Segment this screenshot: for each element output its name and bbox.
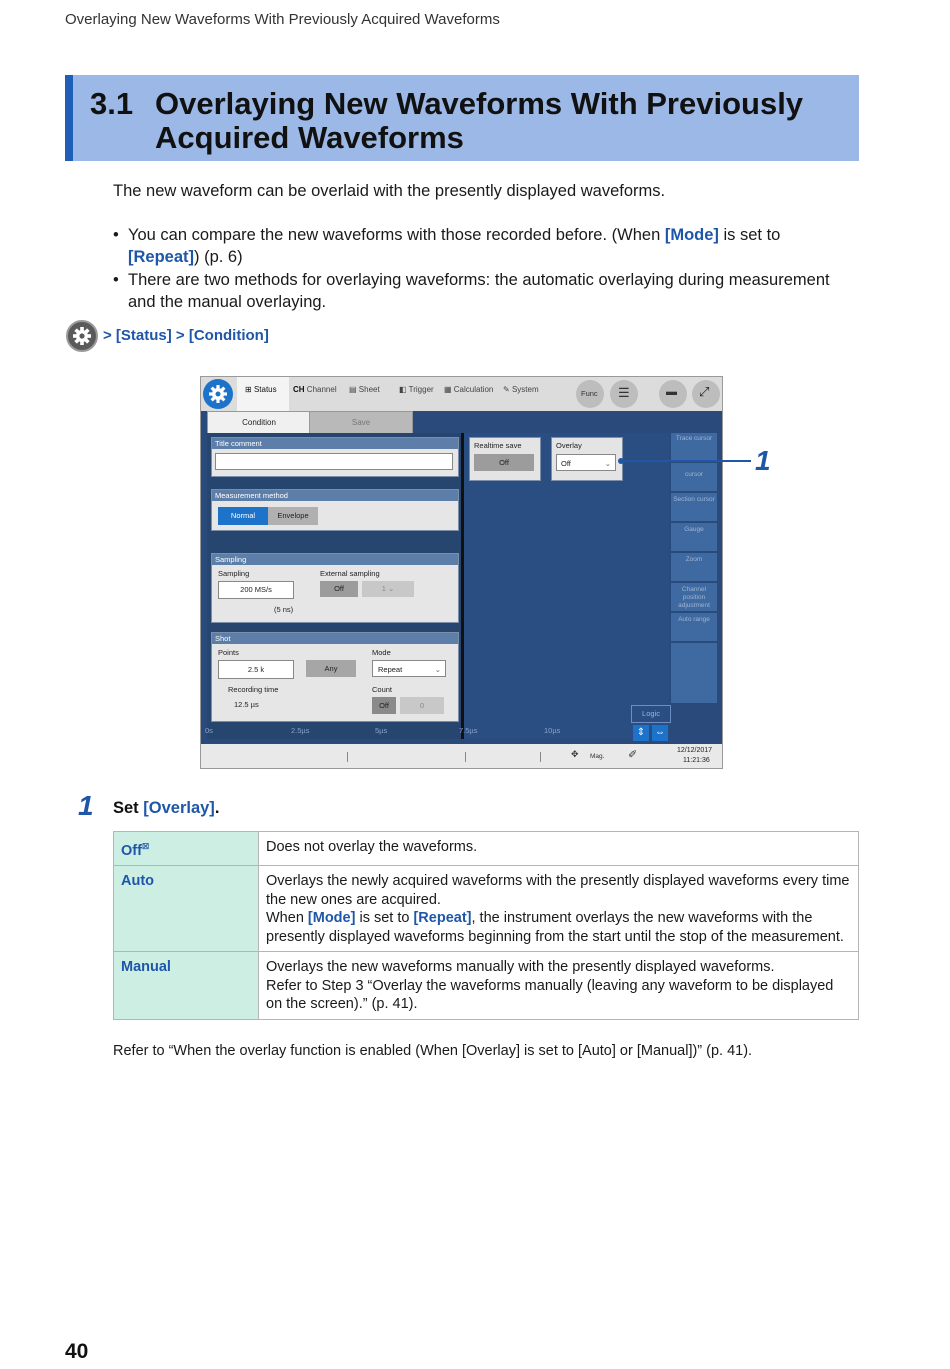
title-comment-panel: Title comment	[211, 437, 459, 477]
mag-label: Mag.	[590, 753, 605, 760]
func-button[interactable]: Func	[576, 380, 604, 408]
count-button[interactable]: Off	[372, 697, 396, 714]
bullet1-text-a: You can compare the new waveforms with those recorded before. (When	[128, 226, 665, 244]
realtime-save-panel: Realtime save Off	[469, 437, 541, 481]
x-tick: 2.5µs	[291, 726, 310, 735]
logic-button[interactable]: Logic	[631, 705, 671, 723]
subtab-condition[interactable]: Condition	[207, 411, 311, 435]
tab-channel[interactable]: CH Channel	[293, 385, 337, 394]
count-input[interactable]: 0	[400, 697, 444, 714]
horizontal-scale-icon[interactable]: ⇔	[652, 725, 668, 741]
auto-range-button[interactable]: Auto range	[671, 613, 717, 641]
bullet2-line2: and the manual overlaying.	[128, 293, 327, 311]
table-row	[114, 866, 859, 952]
x-tick: 0s	[205, 726, 213, 735]
tab-calculation[interactable]: ▦ Calculation	[444, 385, 494, 394]
intro-text: The new waveform can be overlaid with the presently displayed waveforms.	[113, 182, 666, 200]
page-number: 40	[65, 1340, 89, 1363]
expand-icon[interactable]: ⤢	[692, 380, 720, 408]
navigation-path: > [Status] > [Condition]	[103, 327, 269, 344]
shot-panel: Shot Points 2.5 k Any Mode Repeat ⌄ Recording time 12.5 µs Count Off 0	[211, 632, 459, 722]
tab-sheet[interactable]: ▤ Sheet	[349, 385, 380, 394]
bullet1-text-c: ) (p. 6)	[194, 248, 243, 266]
x-tick: 5µs	[375, 726, 388, 735]
option-key-auto: Auto	[114, 866, 259, 952]
channel-position-button[interactable]: Channel position adjustment	[671, 583, 717, 611]
instrument-toolbar	[201, 377, 723, 411]
tab-system[interactable]: ✎ System	[503, 385, 539, 394]
bullet1-text-b: is set to	[718, 226, 781, 244]
date-label: 12/12/2017	[677, 747, 713, 754]
callout-number: 1	[755, 445, 771, 476]
folder-icon[interactable]: ▬	[659, 380, 687, 408]
mode-select[interactable]: Repeat ⌄	[372, 660, 446, 677]
section-cursor-button[interactable]: Section cursor	[671, 493, 717, 521]
recording-time-value: 12.5 µs	[234, 700, 259, 709]
tab-trigger[interactable]: ◧ Trigger	[399, 385, 434, 394]
time-label: 11:21:36	[683, 757, 710, 764]
x-tick: 10µs	[544, 726, 561, 735]
trace-cursor-button[interactable]: Trace cursor	[671, 433, 717, 461]
list-icon[interactable]: ☰	[610, 380, 638, 408]
overlay-select[interactable]: Off ⌄	[556, 454, 616, 471]
running-header: Overlaying New Waveforms With Previously Acquired Waveforms	[65, 11, 500, 28]
bullet1-repeat: [Repeat]	[128, 248, 195, 266]
bullet2-line1: There are two methods for overlaying waveforms: the automatic overlaying during measurement	[128, 271, 830, 289]
section-title-line2: Acquired Waveforms	[155, 120, 464, 155]
realtime-save-button[interactable]: Off	[474, 454, 534, 471]
zoom-button[interactable]: Zoom	[671, 553, 717, 581]
option-desc-manual: Overlays the new waveforms manually with the presently displayed waveforms. Refer to Step 3 “Overlay the waveforms manually (leaving any waveform to be displayed on the screen).” (p. 41).	[259, 952, 859, 1020]
title-comment-input[interactable]	[215, 453, 453, 470]
step-number: 1	[78, 790, 94, 821]
cursor-button[interactable]: cursor	[671, 463, 717, 491]
external-sampling-select[interactable]: 1 ⌄	[362, 581, 414, 597]
xy-icon: ✥	[571, 749, 579, 759]
sampling-panel: Sampling Sampling 200 MS/s (5 ns) External sampling Off 1 ⌄	[211, 553, 459, 623]
instrument-status-bar	[201, 744, 723, 769]
sampling-select[interactable]: 200 MS/s	[218, 581, 294, 599]
step-text: Set [Overlay].	[113, 799, 220, 817]
callout-line	[621, 460, 751, 462]
subtab-save[interactable]: Save	[309, 411, 413, 435]
option-key-off: Off☒	[114, 832, 259, 866]
option-desc-off: Does not overlay the waveforms.	[259, 832, 859, 866]
usb-icon: ✐	[628, 749, 638, 761]
x-tick: 7.5µs	[459, 726, 478, 735]
instrument-gear-icon	[203, 379, 233, 409]
table-row	[114, 832, 859, 866]
options-table	[113, 831, 859, 1020]
section-number: 3.1	[90, 86, 134, 121]
option-desc-auto: Overlays the newly acquired waveforms with the presently displayed waveforms every time the new ones are acquired. When [Mode] is set to [Repeat], the instrument overlays the new waveforms with the presently displayed waveforms beginning from the start until the stop of the measurement.	[259, 866, 859, 952]
table-row	[114, 952, 859, 1020]
points-select[interactable]: 2.5 k	[218, 660, 294, 679]
measurement-method-panel: Measurement method Normal Envelope	[211, 489, 459, 531]
any-button[interactable]: Any	[306, 660, 356, 677]
vertical-scale-icon[interactable]: ⇕	[633, 725, 649, 741]
instrument-screenshot	[200, 376, 723, 769]
gauge-button[interactable]: Gauge	[671, 523, 717, 551]
external-sampling-button[interactable]: Off	[320, 581, 358, 597]
settings-gear-icon	[66, 320, 98, 352]
envelope-button[interactable]: Envelope	[268, 507, 318, 525]
refer-note: Refer to “When the overlay function is enabled (When [Overlay] is set to [Auto] or [Manual])” (p. 41).	[113, 1043, 753, 1059]
default-mark-icon: ☒	[141, 842, 150, 851]
tab-status[interactable]: ⊞ Status	[245, 385, 277, 394]
bullet1-mode: [Mode]	[664, 226, 719, 244]
normal-button[interactable]: Normal	[218, 507, 268, 525]
overlay-panel: Overlay Off ⌄	[551, 437, 623, 481]
section-title-line1: Overlaying New Waveforms With Previously	[155, 86, 804, 121]
option-key-manual: Manual	[114, 952, 259, 1020]
